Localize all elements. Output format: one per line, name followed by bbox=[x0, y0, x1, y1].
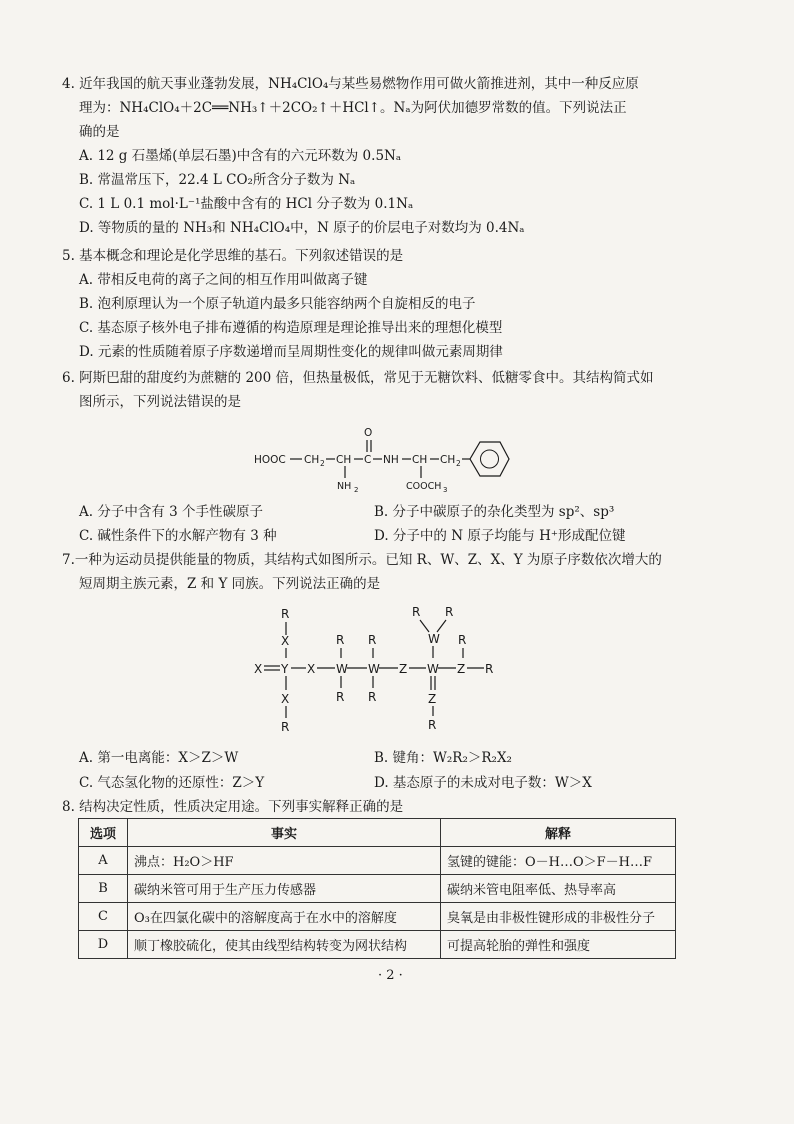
mol-cooch3: COOCH bbox=[406, 481, 442, 492]
question-5-option-b: B. 泡利原理认为一个原子轨道内最多只能容纳两个自旋相反的电子 bbox=[79, 296, 476, 312]
question-7-option-c: C. 气态氢化物的还原性：Z＞Y bbox=[79, 775, 265, 791]
q7-structure bbox=[248, 600, 518, 740]
table-row bbox=[79, 903, 676, 931]
atom-r-w2-down: R bbox=[368, 690, 377, 704]
header-fact: 事实 bbox=[128, 819, 441, 847]
atom-y: Y bbox=[281, 662, 289, 676]
row-b-fact: 碳纳米管可用于生产压力传感器 bbox=[128, 875, 441, 903]
mol-ch2-left: CH bbox=[304, 454, 320, 466]
table-header-row bbox=[79, 819, 676, 847]
question-4-stem-line-3: 确的是 bbox=[79, 124, 120, 140]
question-5-stem: 5. 基本概念和理论是化学思维的基石。下列叙述错误的是 bbox=[62, 248, 404, 264]
atom-r-z-down: R bbox=[428, 718, 437, 732]
atom-w-1: W bbox=[336, 662, 348, 676]
question-6-stem-line-2: 图所示，下列说法错误的是 bbox=[79, 394, 241, 410]
question-6-option-b: B. 分子中碳原子的杂化类型为 sp²、sp³ bbox=[374, 504, 615, 520]
question-8 bbox=[62, 795, 752, 819]
question-6-option-d: D. 分子中的 N 原子均能与 H⁺形成配位键 bbox=[374, 528, 626, 544]
mol-nh: NH bbox=[383, 454, 399, 466]
mol-nh2: NH bbox=[337, 481, 352, 492]
benzene-ring-icon bbox=[470, 442, 509, 476]
question-4-option-c: C. 1 L 0.1 mol·L⁻¹盐酸中含有的 HCl 分子数为 0.1Nₐ bbox=[79, 196, 414, 212]
mol-ch2-right-sub: 2 bbox=[456, 459, 461, 468]
question-4-option-a: A. 12 g 石墨烯(单层石墨)中含有的六元环数为 0.5Nₐ bbox=[79, 148, 402, 164]
page-number: · 2 · bbox=[378, 968, 403, 983]
row-a-explanation: 氢键的键能：O－H…O＞F－H…F bbox=[441, 847, 676, 875]
question-4-stem-line-2: 理为：NH₄ClO₄＋2C══NH₃↑＋2CO₂↑＋HCl↑。Nₐ为阿伏加德罗常数的值。下列说法正 bbox=[79, 100, 627, 116]
question-6 bbox=[62, 366, 752, 414]
row-c-explanation: 臭氧是由非极性键形成的非极性分子 bbox=[441, 903, 676, 931]
row-c-fact: O₃在四氯化碳中的溶解度高于在水中的溶解度 bbox=[128, 903, 441, 931]
table-row bbox=[79, 875, 676, 903]
mol-ch2-left-sub: 2 bbox=[320, 459, 325, 468]
row-d-fact: 顺丁橡胶硫化，使其由线型结构转变为网状结构 bbox=[128, 931, 441, 959]
atom-r-w-top-left: R bbox=[412, 605, 421, 619]
atom-r-w-top-right: R bbox=[445, 605, 454, 619]
atom-r-w1-down: R bbox=[336, 690, 345, 704]
question-4-option-d: D. 等物质的量的 NH₃和 NH₄ClO₄中，N 原子的价层电子对数均为 0.4Nₐ bbox=[79, 220, 525, 236]
mol-nh2-sub: 2 bbox=[354, 486, 359, 494]
question-4 bbox=[62, 72, 752, 240]
question-8-table bbox=[78, 818, 676, 959]
header-explanation: 解释 bbox=[441, 819, 676, 847]
question-4-stem-line-1: 4. 近年我国的航天事业蓬勃发展，NH₄ClO₄与某些易燃物作用可做火箭推进剂，其中一种反应原 bbox=[62, 76, 639, 92]
atom-x-terminal: X bbox=[254, 662, 263, 676]
atom-r-bottom-left: R bbox=[281, 720, 290, 734]
atom-r-z2-up: R bbox=[458, 633, 467, 647]
atom-r-w1-up: R bbox=[336, 633, 345, 647]
aspartame-structure bbox=[250, 418, 510, 498]
question-5-option-a: A. 带相反电荷的离子之间的相互作用叫做离子键 bbox=[79, 272, 368, 288]
atom-w-2: W bbox=[368, 662, 380, 676]
atom-r-chain-end: R bbox=[485, 662, 494, 676]
mol-ch-beta: CH bbox=[412, 454, 428, 466]
row-b-explanation: 碳纳米管电阻率低、热导率高 bbox=[441, 875, 676, 903]
mol-carbonyl-c: C bbox=[364, 454, 372, 466]
question-5-option-c: C. 基态原子核外电子排布遵循的构造原理是理论推导出来的理想化模型 bbox=[79, 320, 503, 336]
question-6-stem-line-1: 6. 阿斯巴甜的甜度约为蔗糖的 200 倍，但热量极低，常见于无糖饮料、低糖零食中。其结构简式如 bbox=[62, 370, 654, 386]
question-7-stem-line-2: 短周期主族元素，Z 和 Y 同族。下列说法正确的是 bbox=[79, 576, 381, 592]
atom-x-bridge-1: X bbox=[307, 662, 316, 676]
atom-z-down: Z bbox=[428, 692, 437, 706]
question-6-option-c: C. 碱性条件下的水解产物有 3 种 bbox=[79, 528, 277, 544]
mol-cooch3-sub: 3 bbox=[443, 486, 448, 494]
question-7-option-d: D. 基态原子的未成对电子数：W＞X bbox=[374, 775, 592, 791]
question-7-option-a: A. 第一电离能：X＞Z＞W bbox=[79, 750, 239, 766]
question-4-option-b: B. 常温常压下，22.4 L CO₂所含分子数为 Nₐ bbox=[79, 172, 356, 188]
row-d-label: D bbox=[79, 931, 128, 959]
atom-r-top-left: R bbox=[281, 607, 290, 621]
atom-z-2: Z bbox=[457, 662, 466, 676]
atom-r-w2-up: R bbox=[368, 633, 377, 647]
question-7-stem-line-1: 7.一种为运动员提供能量的物质，其结构式如图所示。已知 R、W、Z、X、Y 为原子序数依次增大的 bbox=[62, 552, 662, 568]
table-row bbox=[79, 931, 676, 959]
mol-ch-alpha: CH bbox=[336, 454, 352, 466]
atom-w-3: W bbox=[427, 662, 439, 676]
row-a-fact: 沸点：H₂O＞HF bbox=[128, 847, 441, 875]
question-7 bbox=[62, 548, 752, 596]
table-row bbox=[79, 847, 676, 875]
benzene-aromatic-circle bbox=[481, 450, 499, 468]
row-d-explanation: 可提高轮胎的弹性和强度 bbox=[441, 931, 676, 959]
atom-x-up: X bbox=[281, 634, 290, 648]
question-5 bbox=[62, 244, 752, 364]
atom-w-top: W bbox=[428, 632, 440, 646]
row-b-label: B bbox=[79, 875, 128, 903]
atom-z-1: Z bbox=[399, 662, 408, 676]
atom-x-down: X bbox=[281, 692, 290, 706]
mol-oxygen: O bbox=[364, 427, 373, 439]
question-5-option-d: D. 元素的性质随着原子序数递增而呈周期性变化的规律叫做元素周期律 bbox=[79, 344, 503, 360]
row-c-label: C bbox=[79, 903, 128, 931]
row-a-label: A bbox=[79, 847, 128, 875]
question-6-option-a: A. 分子中含有 3 个手性碳原子 bbox=[79, 504, 264, 520]
header-option: 选项 bbox=[79, 819, 128, 847]
mol-ch2-right: CH bbox=[440, 454, 456, 466]
mol-hooc: HOOC bbox=[254, 454, 286, 466]
question-7-option-b: B. 键角：W₂R₂＞R₂X₂ bbox=[374, 750, 512, 766]
question-8-stem: 8. 结构决定性质，性质决定用途。下列事实解释正确的是 bbox=[62, 799, 404, 815]
